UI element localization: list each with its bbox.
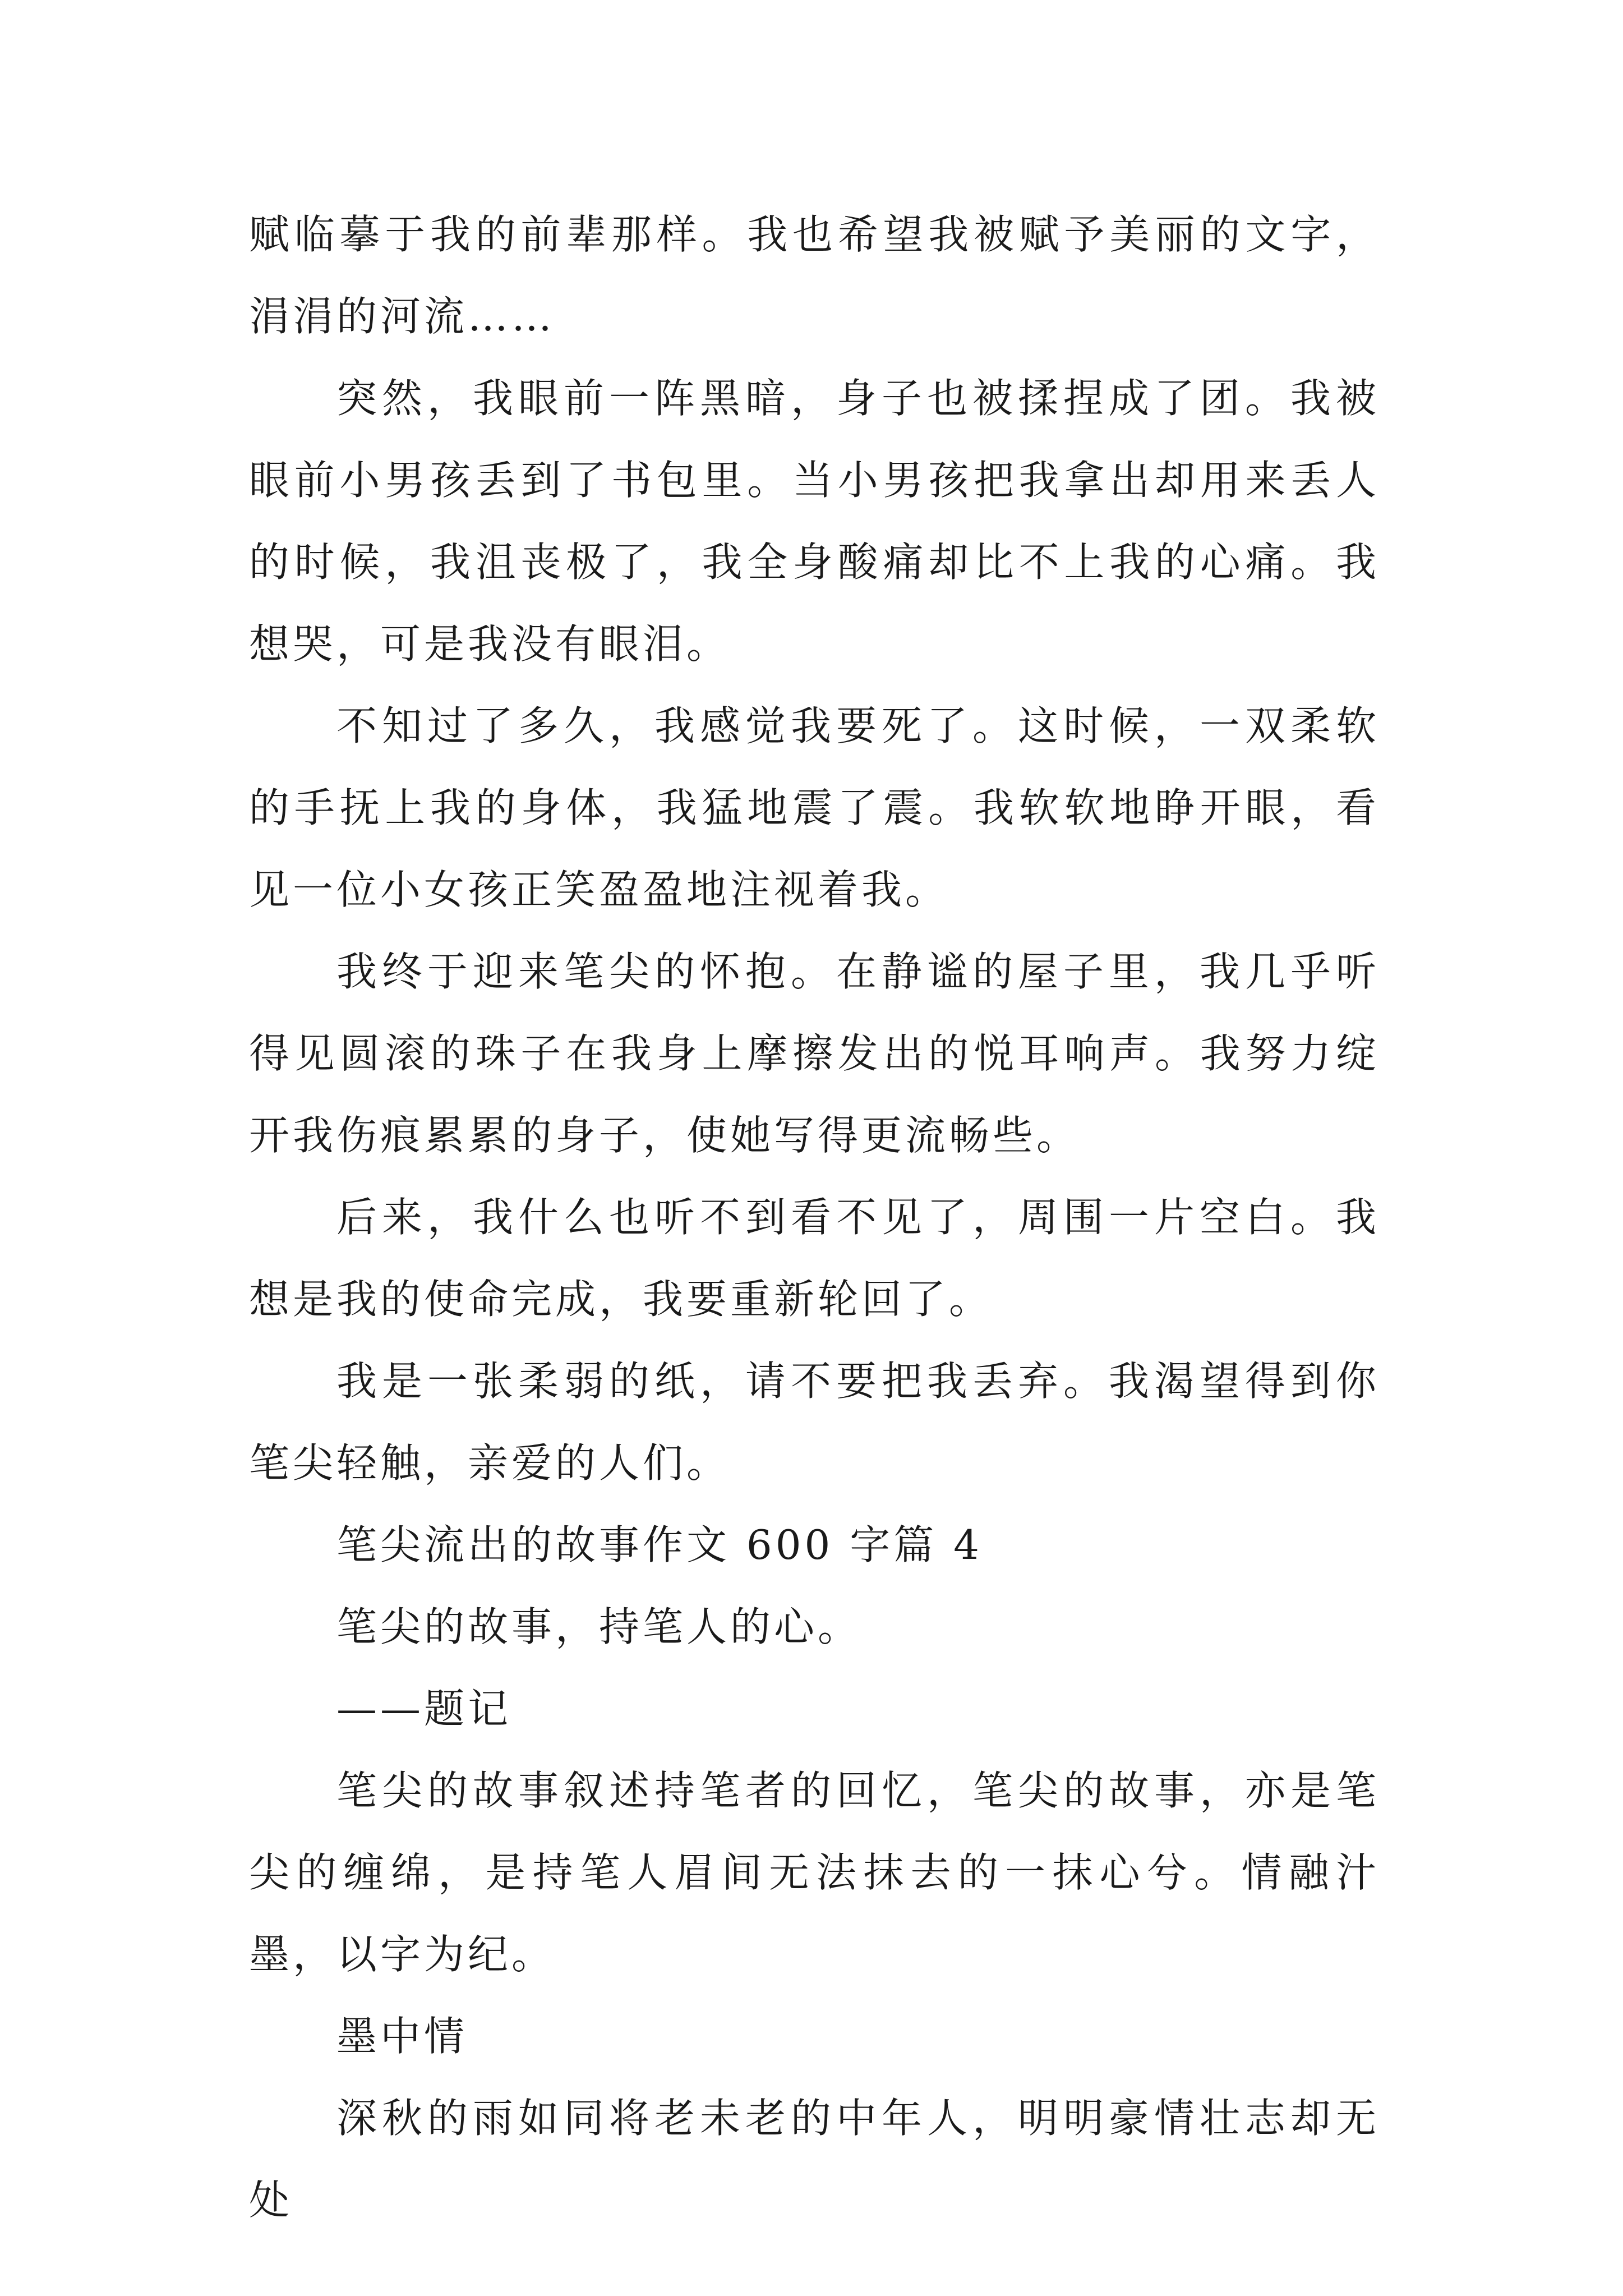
paragraph: 我终于迎来笔尖的怀抱。在静谧的屋子里，我几乎听得见圆滚的珠子在我身上摩擦发出的悦耳响声。我努力绽开我伤痕累累的身子，使她写得更流畅些。	[249, 948, 1380, 1159]
paragraph: 深秋的雨如同将老未老的中年人，明明豪情壮志却无处	[249, 2095, 1380, 2224]
paragraph: 突然，我眼前一阵黑暗，身子也被揉捏成了团。我被眼前小男孩丢到了书包里。当小男孩把我拿出却用来丢人的时候，我沮丧极了，我全身酸痛却比不上我的心痛。我想哭，可是我没有眼泪。	[249, 375, 1380, 668]
paragraph: 赋临摹于我的前辈那样。我也希望我被赋予美丽的文字，涓涓的河流……	[249, 211, 1380, 340]
paragraph: 后来，我什么也听不到看不见了，周围一片空白。我想是我的使命完成，我要重新轮回了。	[249, 1194, 1380, 1323]
subheading: 墨中情	[336, 2013, 468, 2060]
paragraph: 我是一张柔弱的纸，请不要把我丢弃。我渴望得到你笔尖轻触，亲爱的人们。	[249, 1358, 1380, 1487]
epigraph: 笔尖的故事，持笔人的心。	[336, 1603, 862, 1650]
section-heading: 笔尖流出的故事作文 600 字篇 4	[336, 1521, 983, 1568]
paragraph: 不知过了多久，我感觉我要死了。这时候，一双柔软的手抚上我的身体，我猛地震了震。我软软地睁开眼，看见一位小女孩正笑盈盈地注视着我。	[249, 702, 1380, 913]
document-body	[249, 194, 1380, 2241]
paragraph: 笔尖的故事叙述持笔者的回忆，笔尖的故事，亦是笔尖的缠绵，是持笔人眉间无法抹去的一抹心兮。情融汁墨，以字为纪。	[249, 1767, 1380, 1978]
epigraph-attribution: ——题记	[336, 1685, 512, 1732]
